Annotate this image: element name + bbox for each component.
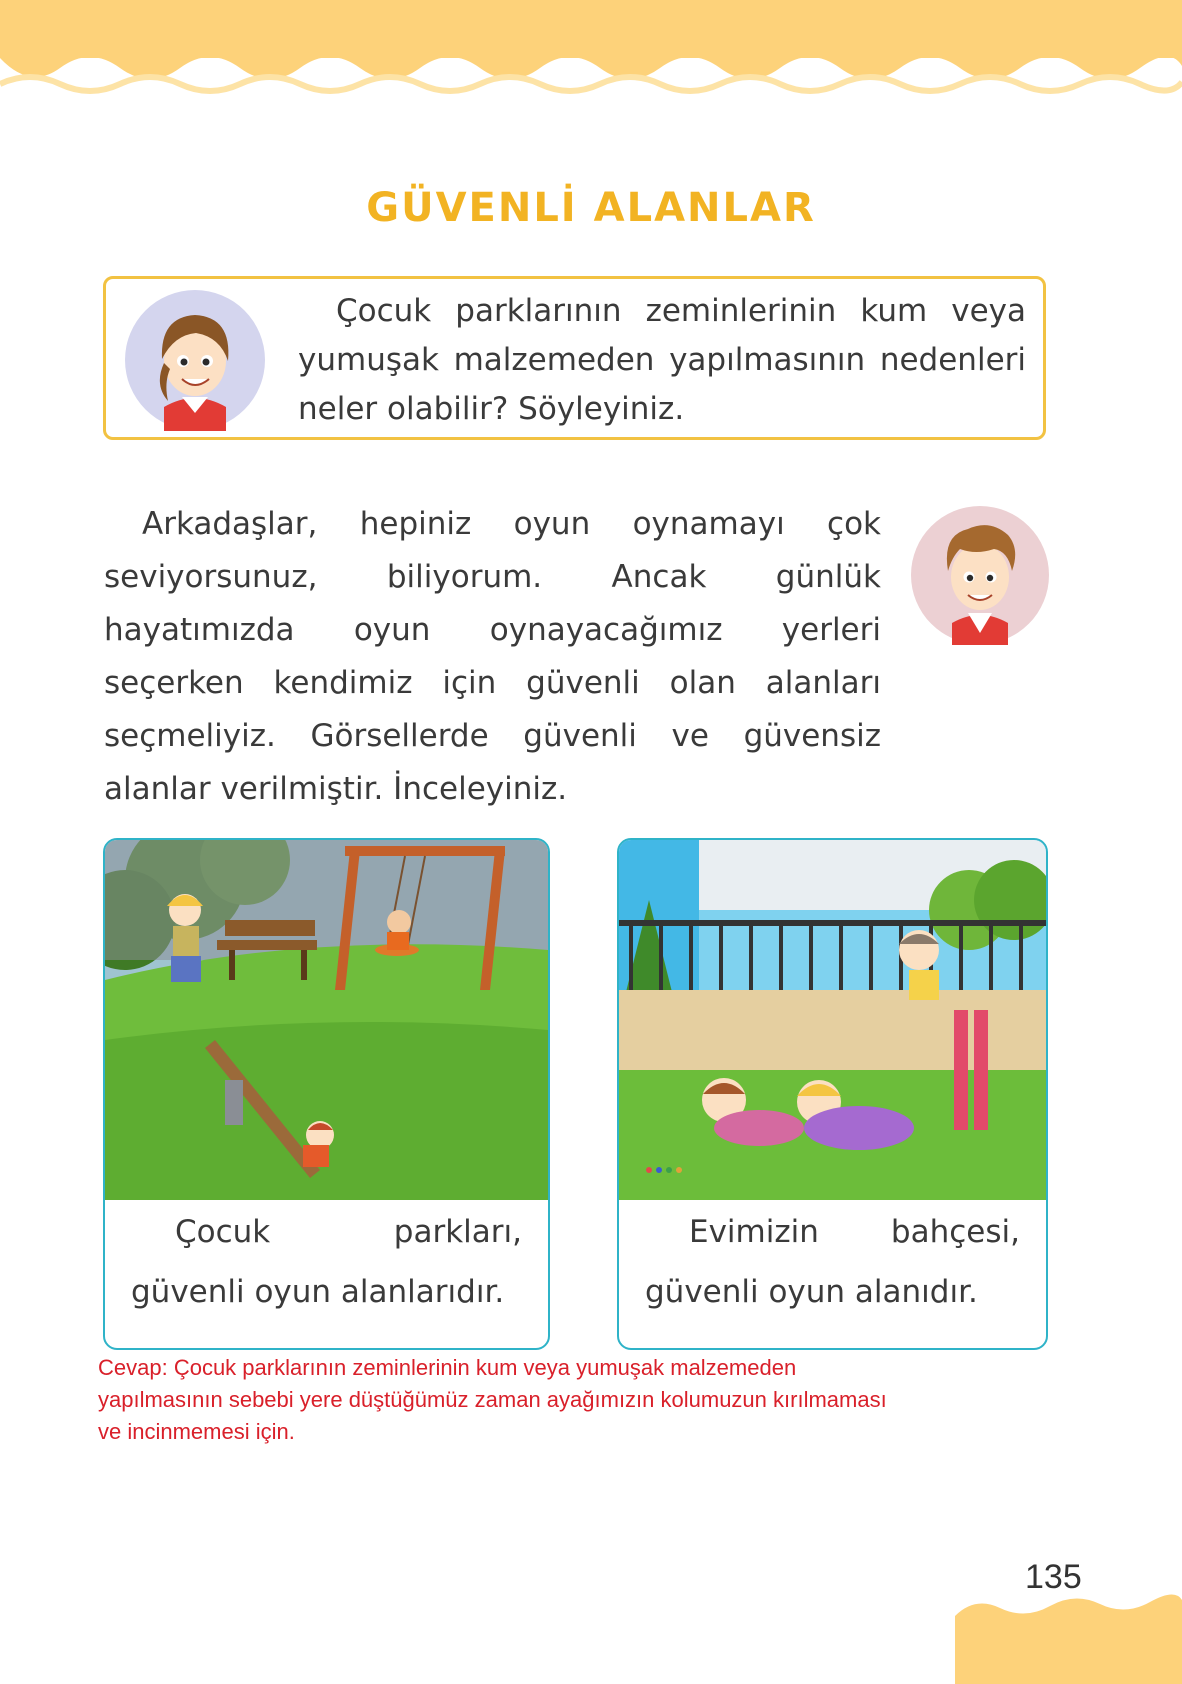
intro-paragraph: Arkadaşlar, hepiniz oyun oynamayı çok seviyorsunuz, biliyorum. Ancak günlük hayatımızda oyun oynayacağımız yerleri seçerken kendimiz için güvenli olan alanları seçmeliyiz. Görsellerde güvenli ve güvensiz alanlar verilmiştir. İnceleyiniz.: [104, 506, 881, 807]
question-text: Çocuk parklarının zeminlerinin kum veya yumuşak malzemeden yapılmasının nedenleri neler olabilir? Söyleyiniz.: [298, 293, 1026, 427]
answer-text: Cevap: Çocuk parklarının zeminlerinin kum veya yumuşak malzemeden yapılmasının sebebi yere düştüğümüz zaman ayağımızın kolumuzun kırılmaması ve incinmemesi için.: [98, 1355, 887, 1444]
boy-avatar-icon: [910, 505, 1050, 645]
garden-illustration: [619, 840, 1046, 1200]
page-title: GÜVENLİ ALANLAR: [366, 185, 816, 231]
question-box: [103, 276, 1046, 440]
page-number: 135: [1025, 1558, 1082, 1596]
card-safe-park: [103, 838, 550, 1350]
girl-avatar-icon: [124, 289, 266, 431]
bottom-corner-band: [955, 1586, 1182, 1684]
park-illustration: [105, 840, 548, 1200]
top-wavy-band: [0, 0, 1182, 110]
card-safe-park-caption: Çocuk parkları, güvenli oyun alanlarıdır.: [131, 1214, 522, 1310]
card-safe-garden-caption: Evimizin bahçesi, güvenli oyun alanıdır.: [645, 1214, 1020, 1310]
card-safe-garden: [617, 838, 1048, 1350]
